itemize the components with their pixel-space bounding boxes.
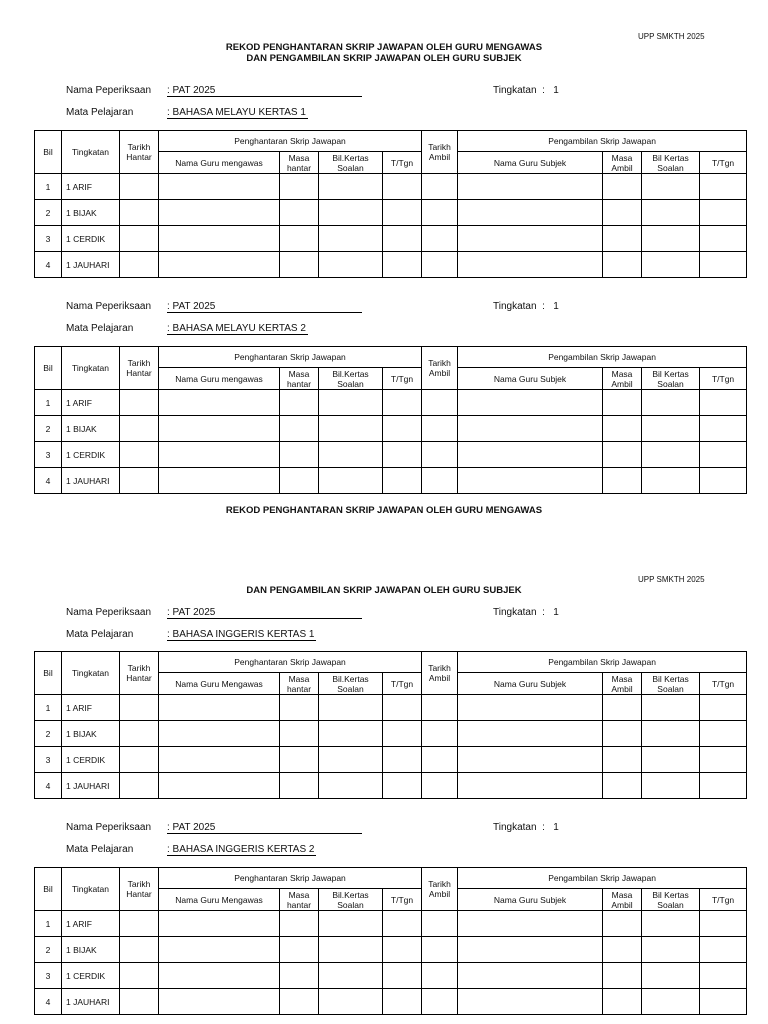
page-title-line2: DAN PENGAMBILAN SKRIP JAWAPAN OLEH GURU SUBJEK (246, 53, 522, 64)
table-row: 2 1 BIJAK (35, 200, 747, 226)
page-title-line2: DAN PENGAMBILAN SKRIP JAWAPAN OLEH GURU SUBJEK (246, 585, 522, 596)
table-row: 3 1 CERDIK (35, 747, 747, 773)
table-row: 2 1 BIJAK (35, 937, 747, 963)
table-row: 1 1 ARIF (35, 390, 747, 416)
col-tingkatan: Tingkatan (62, 868, 120, 911)
col-masa-ambil: Masa Ambil (603, 152, 642, 174)
col-tgn-hantar: T/Tgn (383, 673, 422, 695)
subject-value: : BAHASA MELAYU KERTAS 2 (167, 323, 306, 334)
subject-label: Mata Pelajaran (66, 629, 134, 640)
col-tarikh-ambil: Tarikh Ambil (422, 652, 458, 695)
col-tarikh-ambil: Tarikh Ambil (422, 347, 458, 390)
col-nama-guru-subjek: Nama Guru Subjek (458, 889, 603, 911)
col-bil-kertas-ambil: Bil Kertas Soalan (642, 368, 700, 390)
col-tgn-hantar: T/Tgn (383, 152, 422, 174)
page-title-line1: REKOD PENGHANTARAN SKRIP JAWAPAN OLEH GURU MENGAWAS (225, 505, 543, 516)
table-row: 4 1 JAUHARI (35, 468, 747, 494)
group-pengambilan: Pengambilan Skrip Jawapan (458, 347, 747, 368)
exam-name-label: Nama Peperiksaan (66, 301, 152, 312)
col-masa-ambil: Masa Ambil (603, 889, 642, 911)
col-tgn-ambil: T/Tgn (700, 673, 747, 695)
record-table (34, 346, 747, 494)
table-row: 3 1 CERDIK (35, 226, 747, 252)
col-bil: Bil (35, 652, 62, 695)
table-row: 2 1 BIJAK (35, 416, 747, 442)
subject-label: Mata Pelajaran (66, 107, 134, 118)
subject-label: Mata Pelajaran (66, 323, 134, 334)
col-bil-kertas-ambil: Bil Kertas Soalan (642, 673, 700, 695)
col-bil-kertas-hantar: Bil.Kertas Soalan (319, 368, 383, 390)
group-penghantaran: Penghantaran Skrip Jawapan (159, 868, 422, 889)
exam-name-label: Nama Peperiksaan (66, 822, 152, 833)
exam-name-value: : PAT 2025 (167, 301, 362, 313)
corner-label: UPP SMKTH 2025 (638, 575, 705, 584)
col-nama-guru-mengawas: Nama Guru mengawas (159, 152, 280, 174)
table-row: 1 1 ARIF (35, 911, 747, 937)
col-masa-hantar: Masa hantar (280, 889, 319, 911)
table-row: 4 1 JAUHARI (35, 252, 747, 278)
record-table (34, 867, 747, 1015)
col-masa-ambil: Masa Ambil (603, 673, 642, 695)
table-row: 1 1 ARIF (35, 695, 747, 721)
record-table (34, 130, 747, 278)
col-tarikh-ambil: Tarikh Ambil (422, 131, 458, 174)
col-tarikh-hantar: Tarikh Hantar (120, 131, 159, 174)
col-nama-guru-mengawas: Nama Guru Mengawas (159, 889, 280, 911)
col-masa-hantar: Masa hantar (280, 673, 319, 695)
group-pengambilan: Pengambilan Skrip Jawapan (458, 131, 747, 152)
tingkatan-field: Tingkatan : 1 (493, 822, 559, 833)
tingkatan-field: Tingkatan : 1 (493, 301, 559, 312)
col-tgn-ambil: T/Tgn (700, 889, 747, 911)
subject-label: Mata Pelajaran (66, 844, 134, 855)
col-bil: Bil (35, 347, 62, 390)
table-row: 3 1 CERDIK (35, 963, 747, 989)
group-penghantaran: Penghantaran Skrip Jawapan (159, 347, 422, 368)
record-table (34, 651, 747, 799)
col-tarikh-hantar: Tarikh Hantar (120, 868, 159, 911)
col-tingkatan: Tingkatan (62, 652, 120, 695)
col-tgn-hantar: T/Tgn (383, 889, 422, 911)
col-tarikh-hantar: Tarikh Hantar (120, 652, 159, 695)
col-bil: Bil (35, 131, 62, 174)
col-nama-guru-subjek: Nama Guru Subjek (458, 368, 603, 390)
col-tarikh-ambil: Tarikh Ambil (422, 868, 458, 911)
col-bil-kertas-ambil: Bil Kertas Soalan (642, 152, 700, 174)
tingkatan-field: Tingkatan : 1 (493, 85, 559, 96)
table-row: 4 1 JAUHARI (35, 989, 747, 1015)
exam-name-value: : PAT 2025 (167, 85, 362, 97)
tingkatan-field: Tingkatan : 1 (493, 607, 559, 618)
exam-name-label: Nama Peperiksaan (66, 85, 152, 96)
group-penghantaran: Penghantaran Skrip Jawapan (159, 131, 422, 152)
col-bil: Bil (35, 868, 62, 911)
col-nama-guru-subjek: Nama Guru Subjek (458, 673, 603, 695)
col-bil-kertas-hantar: Bil.Kertas Soalan (319, 889, 383, 911)
col-tgn-ambil: T/Tgn (700, 152, 747, 174)
group-penghantaran: Penghantaran Skrip Jawapan (159, 652, 422, 673)
group-pengambilan: Pengambilan Skrip Jawapan (458, 652, 747, 673)
col-nama-guru-mengawas: Nama Guru Mengawas (159, 673, 280, 695)
col-tgn-hantar: T/Tgn (383, 368, 422, 390)
col-tgn-ambil: T/Tgn (700, 368, 747, 390)
col-nama-guru-subjek: Nama Guru Subjek (458, 152, 603, 174)
table-row: 4 1 JAUHARI (35, 773, 747, 799)
page-title-line1: REKOD PENGHANTARAN SKRIP JAWAPAN OLEH GURU MENGAWAS (225, 42, 543, 53)
subject-value: : BAHASA INGGERIS KERTAS 2 (167, 844, 315, 855)
group-pengambilan: Pengambilan Skrip Jawapan (458, 868, 747, 889)
subject-value: : BAHASA MELAYU KERTAS 1 (167, 107, 306, 118)
col-masa-hantar: Masa hantar (280, 368, 319, 390)
col-tarikh-hantar: Tarikh Hantar (120, 347, 159, 390)
col-nama-guru-mengawas: Nama Guru mengawas (159, 368, 280, 390)
corner-label: UPP SMKTH 2025 (638, 32, 705, 41)
col-tingkatan: Tingkatan (62, 131, 120, 174)
table-row: 1 1 ARIF (35, 174, 747, 200)
col-masa-hantar: Masa hantar (280, 152, 319, 174)
exam-name-label: Nama Peperiksaan (66, 607, 152, 618)
col-tingkatan: Tingkatan (62, 347, 120, 390)
col-bil-kertas-ambil: Bil Kertas Soalan (642, 889, 700, 911)
exam-name-value: : PAT 2025 (167, 822, 362, 834)
col-bil-kertas-hantar: Bil.Kertas Soalan (319, 673, 383, 695)
subject-value: : BAHASA INGGERIS KERTAS 1 (167, 629, 315, 640)
exam-name-value: : PAT 2025 (167, 607, 362, 619)
table-row: 3 1 CERDIK (35, 442, 747, 468)
col-masa-ambil: Masa Ambil (603, 368, 642, 390)
col-bil-kertas-hantar: Bil.Kertas Soalan (319, 152, 383, 174)
table-row: 2 1 BIJAK (35, 721, 747, 747)
